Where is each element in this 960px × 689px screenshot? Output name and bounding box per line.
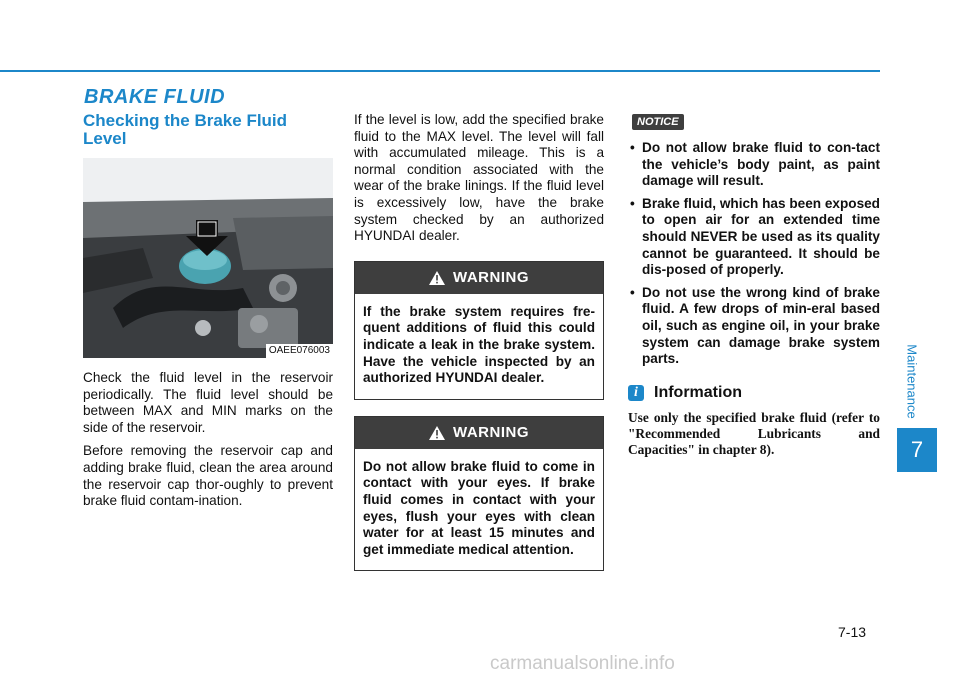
list-item: • Do not allow brake fluid to con-tact the vehicle’s body paint, as paint damage will result. — [628, 140, 880, 190]
column-3 — [628, 112, 880, 458]
warning-text: If the brake system requires fre-quent additions of fluid this could indicate a leak in the brake system. Have the vehicle inspected by an authorized HYUNDAI dealer. — [363, 303, 595, 386]
information-text: Use only the specified brake fluid (refer to "Recommended Lubricants and Capacities" in chapter 8). — [628, 409, 880, 458]
information-heading — [628, 384, 880, 402]
subsection-heading: Checking the Brake Fluid Level — [83, 111, 288, 148]
warning-text: Do not allow brake fluid to come in contact with your eyes. If brake fluid comes in contact with your eyes, flush your eyes with clean water for at least 15 minutes and get immediate medical attention. — [363, 458, 595, 557]
column-1 — [83, 112, 333, 510]
column-2 — [354, 112, 604, 571]
list-item: • Do not use the wrong kind of brake fluid. A few drops of min-eral based oil, such as engine oil, in your brake system can damage brake system parts. — [628, 285, 880, 368]
notice-list — [628, 140, 880, 368]
top-rule — [0, 70, 880, 72]
paragraph: If the level is low, add the specified brake fluid to the MAX level. The level will fall with accumulated mileage. This is a normal condition associated with the wear of the brake linings. If the fluid level is excessively low, have the brake system checked by an authorized HYUNDAI dealer. — [354, 112, 604, 244]
paragraph: Before removing the reservoir cap and adding brake fluid, clean the area around the reservoir cap thor-oughly to prevent brake fluid contam-ination. — [83, 443, 333, 509]
warning-triangle-icon — [429, 426, 445, 440]
warning-header — [355, 262, 603, 294]
paragraph: Check the fluid level in the reservoir periodically. The fluid level should be between MAX and MIN marks on the side of the reservoir. — [83, 370, 333, 435]
section-title: BRAKE FLUID — [84, 86, 226, 108]
warning-box — [354, 261, 604, 400]
image-code: OAEE076003 — [266, 344, 333, 358]
engine-bay-photo — [83, 158, 333, 358]
engine-bay-illustration — [83, 158, 333, 358]
warning-triangle-icon — [429, 271, 445, 285]
information-title: Information — [654, 383, 742, 401]
watermark: carmanualsonline.info — [490, 653, 675, 674]
warning-box — [354, 416, 604, 572]
warning-header — [355, 417, 603, 449]
info-icon: i — [628, 385, 644, 401]
chapter-side-label: Maintenance — [904, 343, 920, 419]
chapter-tab: 7 — [897, 428, 937, 472]
warning-label: WARNING — [453, 424, 529, 442]
page-number: 7-13 — [838, 624, 867, 640]
warning-label: WARNING — [453, 269, 529, 287]
notice-badge: NOTICE — [632, 114, 684, 130]
list-item: • Brake fluid, which has been exposed to open air for an extended time should NEVER be used as its quality cannot be guaranteed. It should be dis-posed of properly. — [628, 196, 880, 279]
